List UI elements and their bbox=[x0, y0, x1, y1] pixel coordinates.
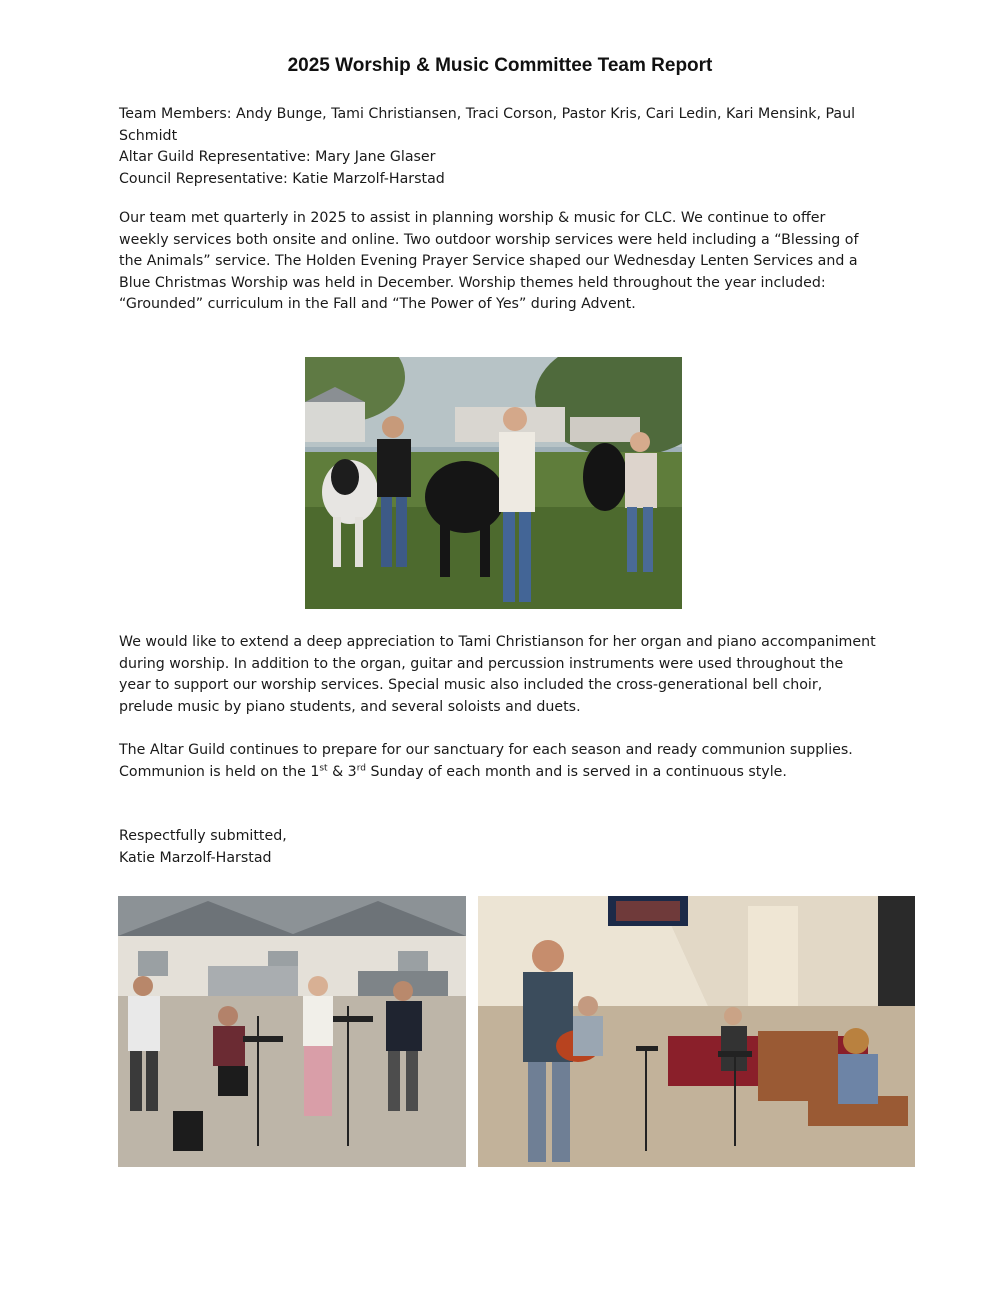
photo-church-musicians bbox=[478, 896, 915, 1167]
paragraph-3-text-c: Sunday of each month and is served in a continuous style. bbox=[365, 763, 787, 780]
superscript-st: st bbox=[319, 762, 328, 773]
signoff-line: Respectfully submitted, bbox=[119, 828, 287, 844]
team-members: Team Members: Andy Bunge, Tami Christiansen, Traci Corson, Pastor Kris, Cari Ledin, Kari Mensink, Paul Schmidt bbox=[119, 106, 856, 144]
team-info bbox=[119, 104, 879, 190]
paragraph-3-text-b: & 3 bbox=[327, 763, 357, 780]
signoff bbox=[119, 826, 879, 869]
photo-outdoor-band bbox=[118, 896, 466, 1167]
paragraph-worship-summary bbox=[119, 208, 879, 316]
altar-guild-rep: Altar Guild Representative: Mary Jane Glaser bbox=[119, 149, 436, 165]
paragraph-music-appreciation bbox=[119, 632, 879, 718]
paragraph-altar-guild bbox=[119, 740, 879, 783]
paragraph-2: We would like to extend a deep appreciation to Tami Christianson for her organ and piano accompaniment during worship. In addition to the organ, guitar and percussion instruments were used throughout the year to support our worship services. Special music also included the cross-generational bell choir, prelude music by piano students, and several soloists and duets. bbox=[119, 634, 876, 715]
paragraph-3 bbox=[119, 740, 879, 783]
paragraph-3-text-a: The Altar Guild continues to prepare for our sanctuary for each season and ready communion supplies. Communion is held on the 1 bbox=[119, 742, 853, 780]
paragraph-1: Our team met quarterly in 2025 to assist in planning worship & music for CLC. We continue to offer weekly services both onsite and online. Two outdoor worship services were held including a “Blessing of the Animals” service. The Holden Evening Prayer Service shaped our Wednesday Lenten Services and a Blue Christmas Worship was held in December. Worship themes held throughout the year included: “Grounded” curriculum in the Fall and “The Power of Yes” during Advent. bbox=[119, 210, 859, 312]
signer-name: Katie Marzolf-Harstad bbox=[119, 849, 272, 866]
superscript-rd: rd bbox=[356, 762, 366, 773]
photo-blessing-of-animals bbox=[305, 357, 682, 609]
report-title: 2025 Worship & Music Committee Team Report bbox=[287, 55, 713, 76]
council-rep: Council Representative: Katie Marzolf-Harstad bbox=[119, 170, 445, 187]
